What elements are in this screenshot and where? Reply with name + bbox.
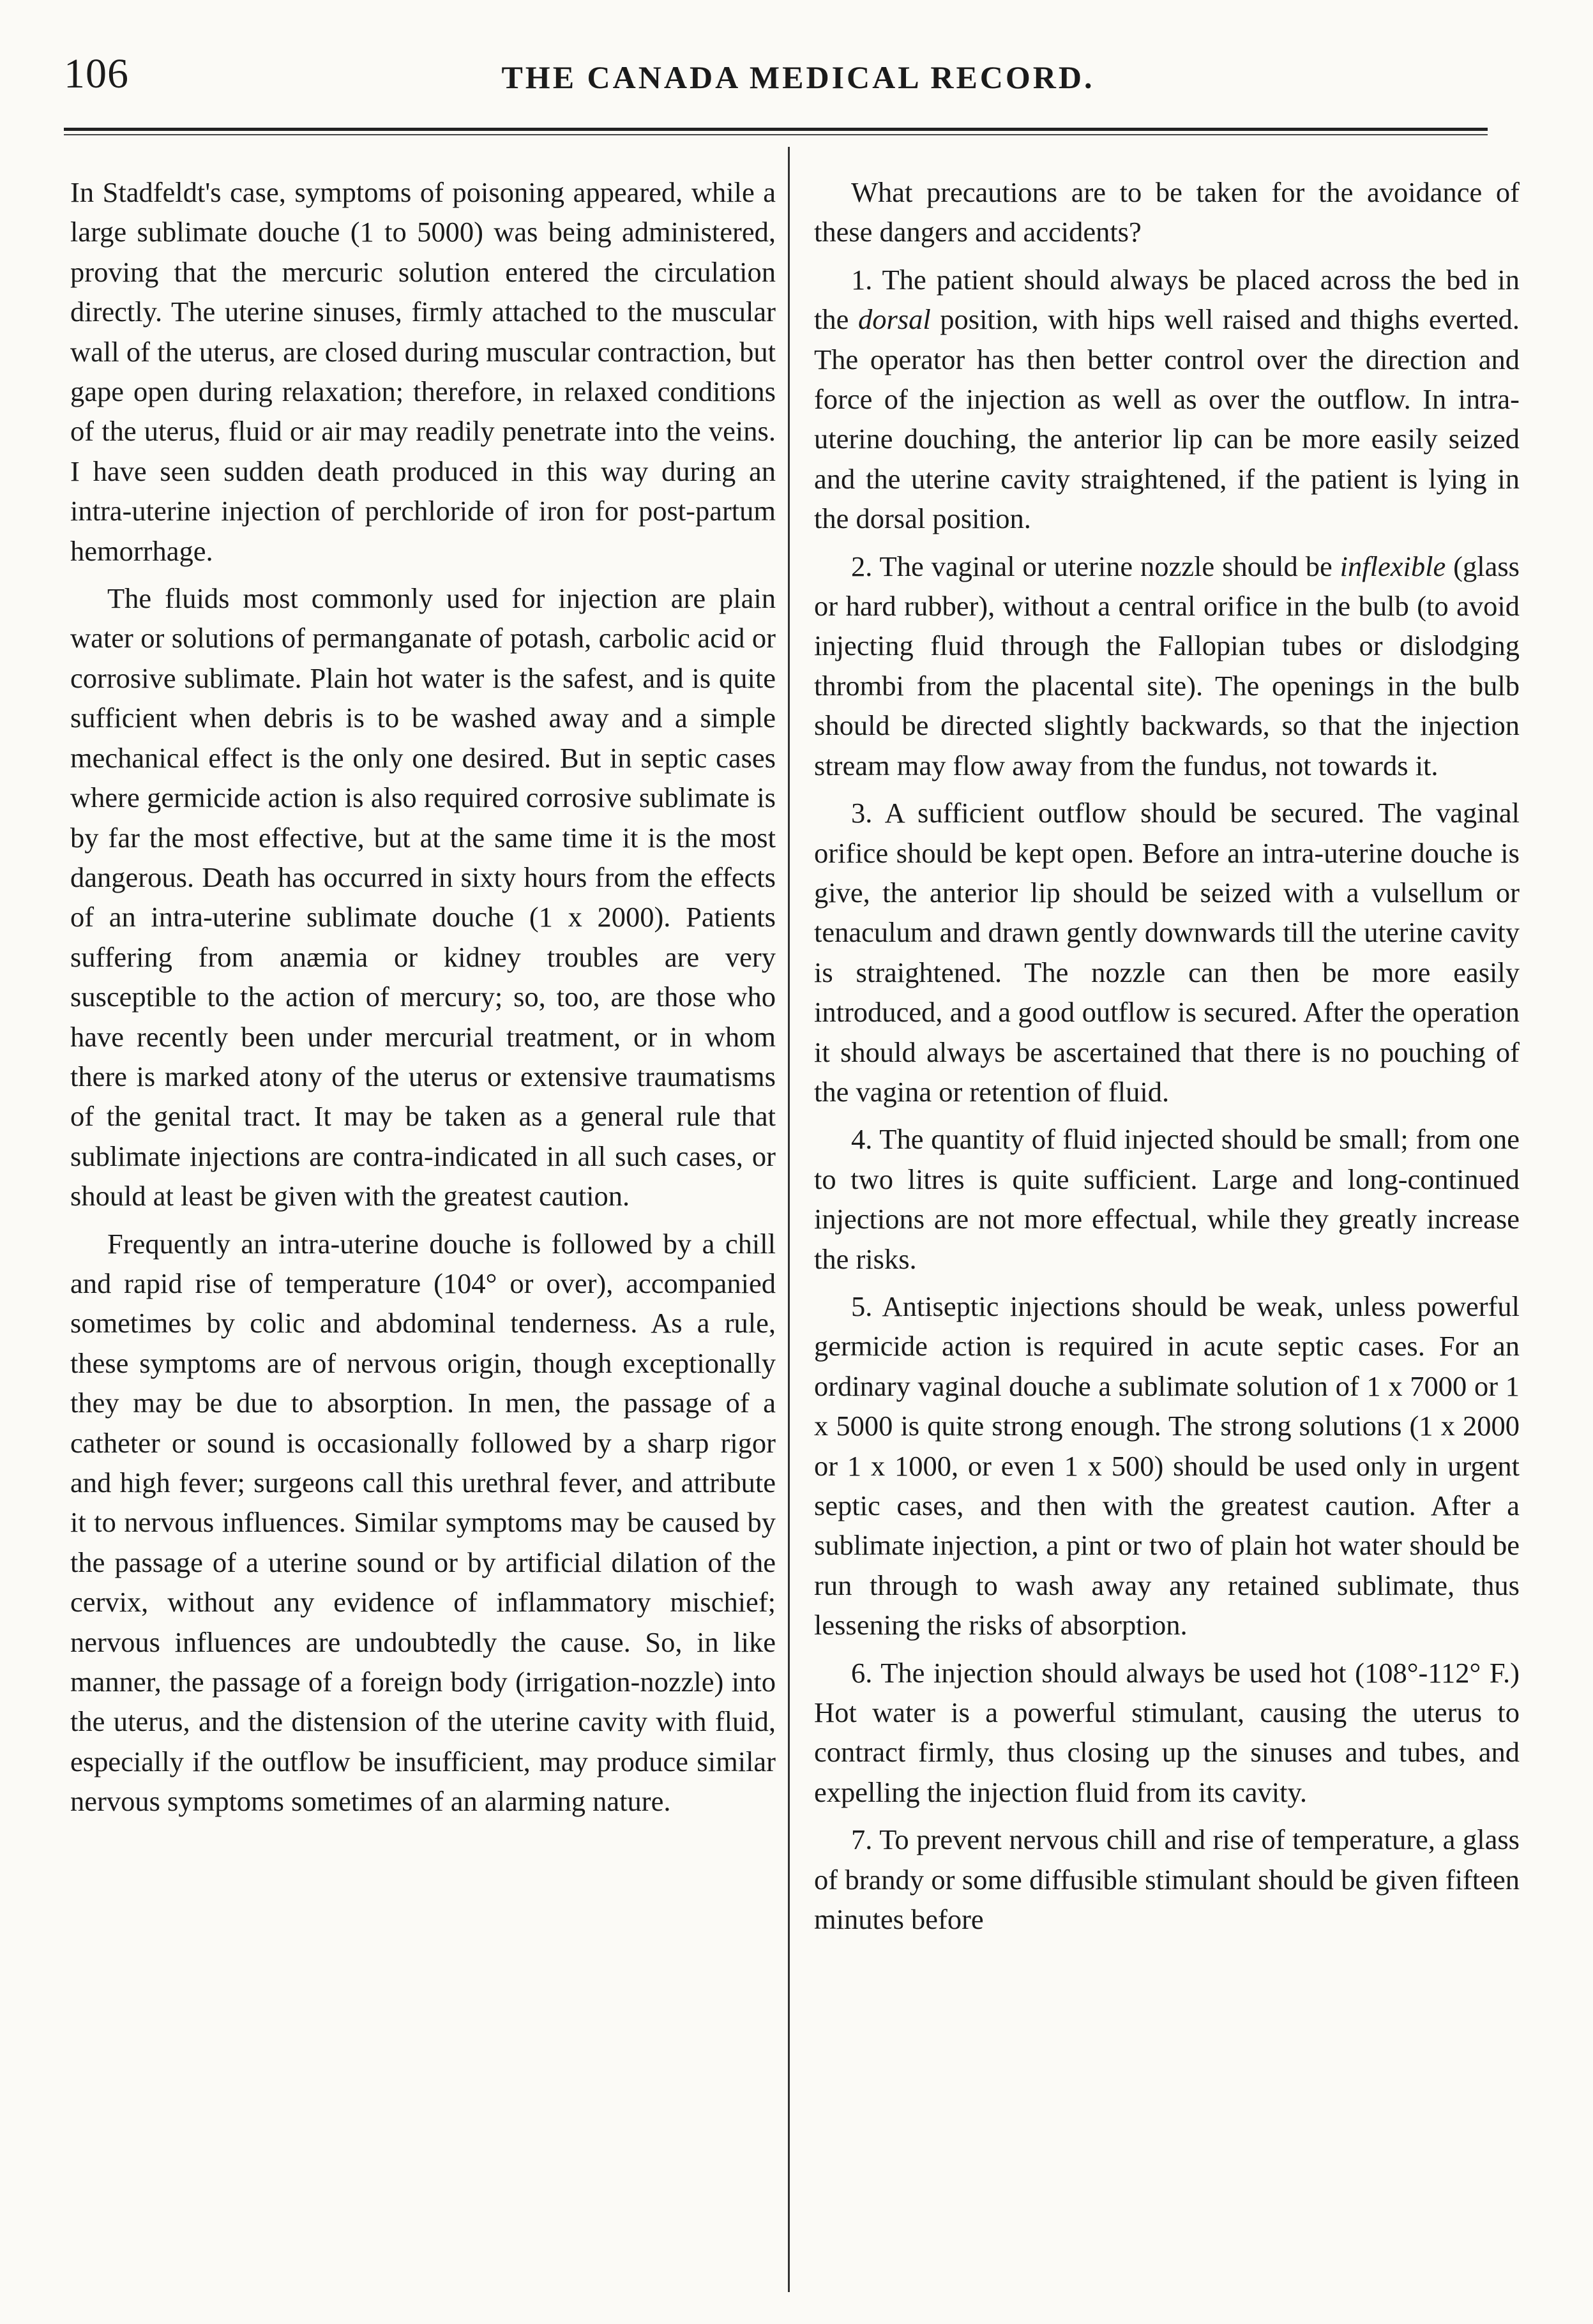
paragraph-stadfeldt-case: In Stadfeldt's case, symptoms of poisoning appeared, while a large sublimate douche (1 to 5000) was being administered, proving that the mercuric solution entered the circulation directly. The uterine sinuses, firmly attached to the muscular wall of the uterus, are closed during muscular contraction, but gape open during relaxation; therefore, in relaxed conditions of the uterus, fluid or air may readily penetrate into the veins. I have seen sudden death produced in this way during an intra-uterine injection of perchloride of iron for post-partum hemorrhage. — [70, 176, 776, 567]
left-column — [70, 172, 776, 1829]
precaution-5-weak-antiseptic: 5. Antiseptic injections should be weak, unless powerful germicide action is required in acute septic cases. For an ordinary vaginal douche a sublimate solution of 1 x 7000 or 1 x 5000 is quite strong enough. The strong solutions (1 x 2000 or 1 x 1000, or even 1 x 500) should be used only in urgent septic cases, and then with the greatest caution. After a sublimate injection, a pint or two of plain hot water should be run through to wash away any retained sublimate, thus lessening the risks of absorption. — [814, 1290, 1520, 1641]
right-column — [814, 172, 1520, 1947]
header-rule — [64, 128, 1488, 135]
precaution-4-quantity: 4. The quantity of fluid injected should be small; from one to two litres is quite sufficient. Large and long-continued injections are not more effectual, while they greatly increase the risks. — [814, 1123, 1520, 1275]
precaution-3-outflow: 3. A sufficient outflow should be secured. The vaginal orifice should be kept open. Before an intra-uterine douche is give, the anterior lip should be seized with a vulsellum or tenaculum and drawn gently downwards till the uterine cavity is straightened. The nozzle can then be more easily introduced, and a good outflow is secured. After the operation it should always be ascertained that there is no pouching of the vagina or retention of fluid. — [814, 797, 1520, 1108]
precaution-1-text-b: position, with hips well raised and thighs everted. The operator has then better control over the direction and force of the injection as well as over the outflow. In intra-uterine douching, the anterior lip can be more easily seized and the uterine cavity straightened, if the patient is lying in the dorsal position. — [814, 303, 1520, 535]
precaution-2-emphasis: inflexible — [1340, 550, 1446, 582]
precaution-1-dorsal-position — [814, 260, 1520, 539]
precaution-6-hot-injection: 6. The injection should always be used hot (108°-112° F.) Hot water is a powerful stimulant, causing the uterus to contract firmly, thus closing up the sinuses and tubes, and expelling the injection fluid from its cavity. — [814, 1656, 1520, 1808]
paragraph-injection-fluids: The fluids most commonly used for injection are plain water or solutions of permanganate of potash, carbolic acid or corrosive sublimate. Plain hot water is the safest, and is quite sufficient when debris is to be washed away and a simple mechanical effect is the only one desired. But in septic cases where germicide action is also required corrosive sublimate is by far the most effective, but at the same time it is the most dangerous. Death has occurred in sixty hours from the effects of an intra-uterine sublimate douche (1 x 2000). Patients suffering from anæmia or kidney troubles are very susceptible to the action of mercury; so, too, are those who have recently been under mercurial treatment, or in whom there is marked atony of the uterus or extensive traumatisms of the genital tract. It may be taken as a general rule that sublimate injections are contra-indicated in all such cases, or should at least be given with the greatest caution. — [70, 582, 776, 1212]
page-header — [64, 43, 1488, 107]
running-title: THE CANADA MEDICAL RECORD. — [501, 59, 1095, 95]
precaution-2-text-a: 2. The vaginal or uterine nozzle should be — [851, 550, 1340, 582]
paragraph-chill-and-fever: Frequently an intra-uterine douche is followed by a chill and rapid rise of temperature (104° or over), accompanied sometimes by colic and abdominal tenderness. As a rule, these symptoms are of nervous origin, though exceptionally they may be due to absorption. In men, the passage of a catheter or sound is occasionally followed by a sharp rigor and high fever; surgeons call this urethral fever, and attribute it to nervous influences. Similar symptoms may be caused by the passage of a uterine sound or by artificial dilation of the cervix, without any evidence of inflammatory mischief; nervous influences are undoubtedly the cause. So, in like manner, the passage of a foreign body (irrigation-nozzle) into the uterus, and the distension of the uterine cavity with fluid, especially if the outflow be insufficient, may produce similar nervous symptoms sometimes of an alarming nature. — [70, 1227, 776, 1818]
column-divider — [788, 147, 790, 2292]
precaution-2-inflexible-nozzle — [814, 547, 1520, 785]
page-number: 106 — [64, 50, 129, 97]
paragraph-precautions-question: What precautions are to be taken for the avoidance of these dangers and accidents? — [814, 176, 1520, 248]
precaution-1-text-a: 1. The patient should always be placed across the bed in the — [814, 263, 1520, 336]
precaution-7-prevent-chill: 7. To prevent nervous chill and rise of temperature, a glass of brandy or some diffusible stimulant should be given fifteen minutes before — [814, 1823, 1520, 1936]
precaution-1-emphasis: dorsal — [857, 303, 931, 336]
precaution-2-text-b: (glass or hard rubber), without a central orifice in the bulb (to avoid injecting fluid through the Fallopian tubes or dislodging thrombi from the placental site). The openings in the bulb should be directed slightly backwards, so that the injection stream may flow away from the fundus, not towards it. — [814, 550, 1520, 781]
